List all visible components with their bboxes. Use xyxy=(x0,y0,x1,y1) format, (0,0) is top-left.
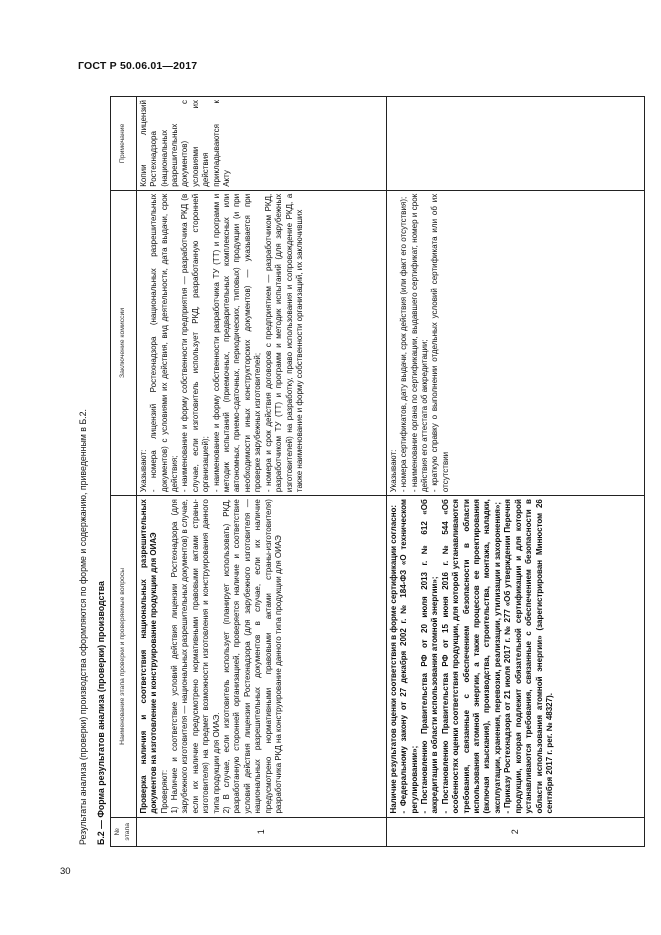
check-title: Наличие результатов оценки соответствия в форме сертификации согласно: xyxy=(388,504,398,814)
stage-number: 2 xyxy=(386,817,644,846)
conclusion-line: - краткую справку о выполнении отдельных условий сертификата или об их отсутствии xyxy=(430,193,450,493)
document-code: ГОСТ Р 50.06.01—2017 xyxy=(78,60,198,72)
check-cell xyxy=(386,496,644,817)
col-header-check: Наименование этапа проверки и проверяемые вопросы xyxy=(111,496,137,817)
conclusion-line: Указывают: xyxy=(388,449,398,493)
check-line: 1) Наличие и соответствие условий действия лицензии Ростехнадзора (для зарубежного изготовителя — национальных разрешительных документов) в случае, если их наличие предусмотрено нормативными правовыми актами страны-изготовителя) на предмет возможности изготовления и конструирования данного типа продукции для ОИАЭ. xyxy=(170,499,221,814)
check-line: - Постановлению Правительства РФ от 15 июня 2016 г. № 544 «Об особенностях оценки соответствия продукции, для которой устанавливаются требования, связанные с обеспечением безопасности в области использования атомной энергии, а также процессов ее проектирования (включая изыскания), производства, строительства, монтажа, наладки, эксплуатации, хранения, перевозки, реализации, утилизации и захоронения»; xyxy=(440,499,502,814)
note-cell xyxy=(136,97,386,191)
check-line: Проверяют: xyxy=(159,769,169,814)
page-number: 30 xyxy=(60,866,71,877)
results-table xyxy=(110,96,645,847)
table-header-row xyxy=(111,97,137,847)
table-row xyxy=(136,97,386,847)
conclusion-line: - номера лицензий Ростехнадзора (национальных разрешительных документов) с условиями их действия, вид деятельности, дата выдачи, срок действия; xyxy=(149,193,180,493)
check-line: - Приказу Ростехнадзора от 21 июля 2017 г. № 277 «Об утверждении Перечня продукции, которая подлежит обязательной сертификации и для которой устанавливаются требования, связанные с обеспечением безопасности в области использования атомной энергии» (зарегистрирован Минюстом 26 сентября 2017 г. рег. № 48327). xyxy=(503,499,554,814)
conclusion-line: Указывают: xyxy=(138,449,148,493)
conclusion-cell xyxy=(136,190,386,495)
col-header-conclusion: Заключение комиссии xyxy=(111,190,137,495)
check-line: - Постановлению Правительства РФ от 20 июля 2013 г. № 612 «Об аккредитации в области использования атомной энергии»; xyxy=(420,499,440,814)
note-cell xyxy=(386,97,644,191)
conclusion-cell xyxy=(386,190,644,495)
conclusion-line: - наименование органа по сертификации, выдавшего сертификат, номер и срок действия его аттестата об аккредитации; xyxy=(409,193,430,493)
check-cell xyxy=(136,496,386,817)
col-header-note: Примечание xyxy=(111,97,137,191)
conclusion-line: - наименование и форму собственности разработчика ТУ (ТТ) и программ и методик испытаний (приемочных, предварительных комплексных или автономных, приемо-сдаточных, периодических, типовых) продукции (и при необходимости иных конструкторских документов) — указывается при проверке зарубежных изготовителей; xyxy=(211,193,263,493)
note-line: Копии лицензий Ростехнадзора (национальных разрешительных документов) с условиями их действия прикладываются к Акту xyxy=(138,100,232,187)
table-row xyxy=(386,97,644,847)
conclusion-line: - наименование и форму собственности предприятия — разработчика РКД (в случае, если изготовитель использует РКД, разработанную сторонней организацией); xyxy=(180,193,211,493)
conclusion-line: - номера сертификатов, дату выдачи, срок действия (или факт его отсутствия); xyxy=(399,196,409,493)
stage-number: 1 xyxy=(136,817,386,846)
check-title: Проверка наличия и соответствия национальных разрешительных документов на изготовление и конструирование продукции для ОИАЭ xyxy=(138,499,159,814)
check-line: - Федеральному закону от 27 декабря 2002 г. № 184-ФЗ «О техническом регулировании»; xyxy=(399,499,419,814)
col-header-stage: № этапа xyxy=(111,817,137,846)
conclusion-line: - номера и срок действия договоров с предприятием — разработчиком РКД, разработчиком ТУ (ТТ) и программ и методик испытаний (для зарубежных изготовителей) на разработку, право использования и сопровождение РКД, а также наименование и форму собственности организаций, их заключивших xyxy=(263,193,304,493)
check-line: 2) В случае, если изготовитель использует (планирует использовать) РКД, разработанную сторонней организацией, проверяется наличие и соответствие условий действия лицензии Ростехнадзора (для зарубежного изготовителя — национальных разрешительных документов в случае, если их наличие предусмотрено нормативными правовыми актами страны-изготовителя) разработчика РКД на конструирование данного типа продукции для ОИАЭ xyxy=(222,499,284,814)
intro-text: Результаты анализа (проверки) производства оформляются по форме и содержанию, приведенным в Б.2. xyxy=(78,409,88,845)
form-title: Б.2 — Форма результатов анализа (проверки) производства xyxy=(96,581,106,845)
